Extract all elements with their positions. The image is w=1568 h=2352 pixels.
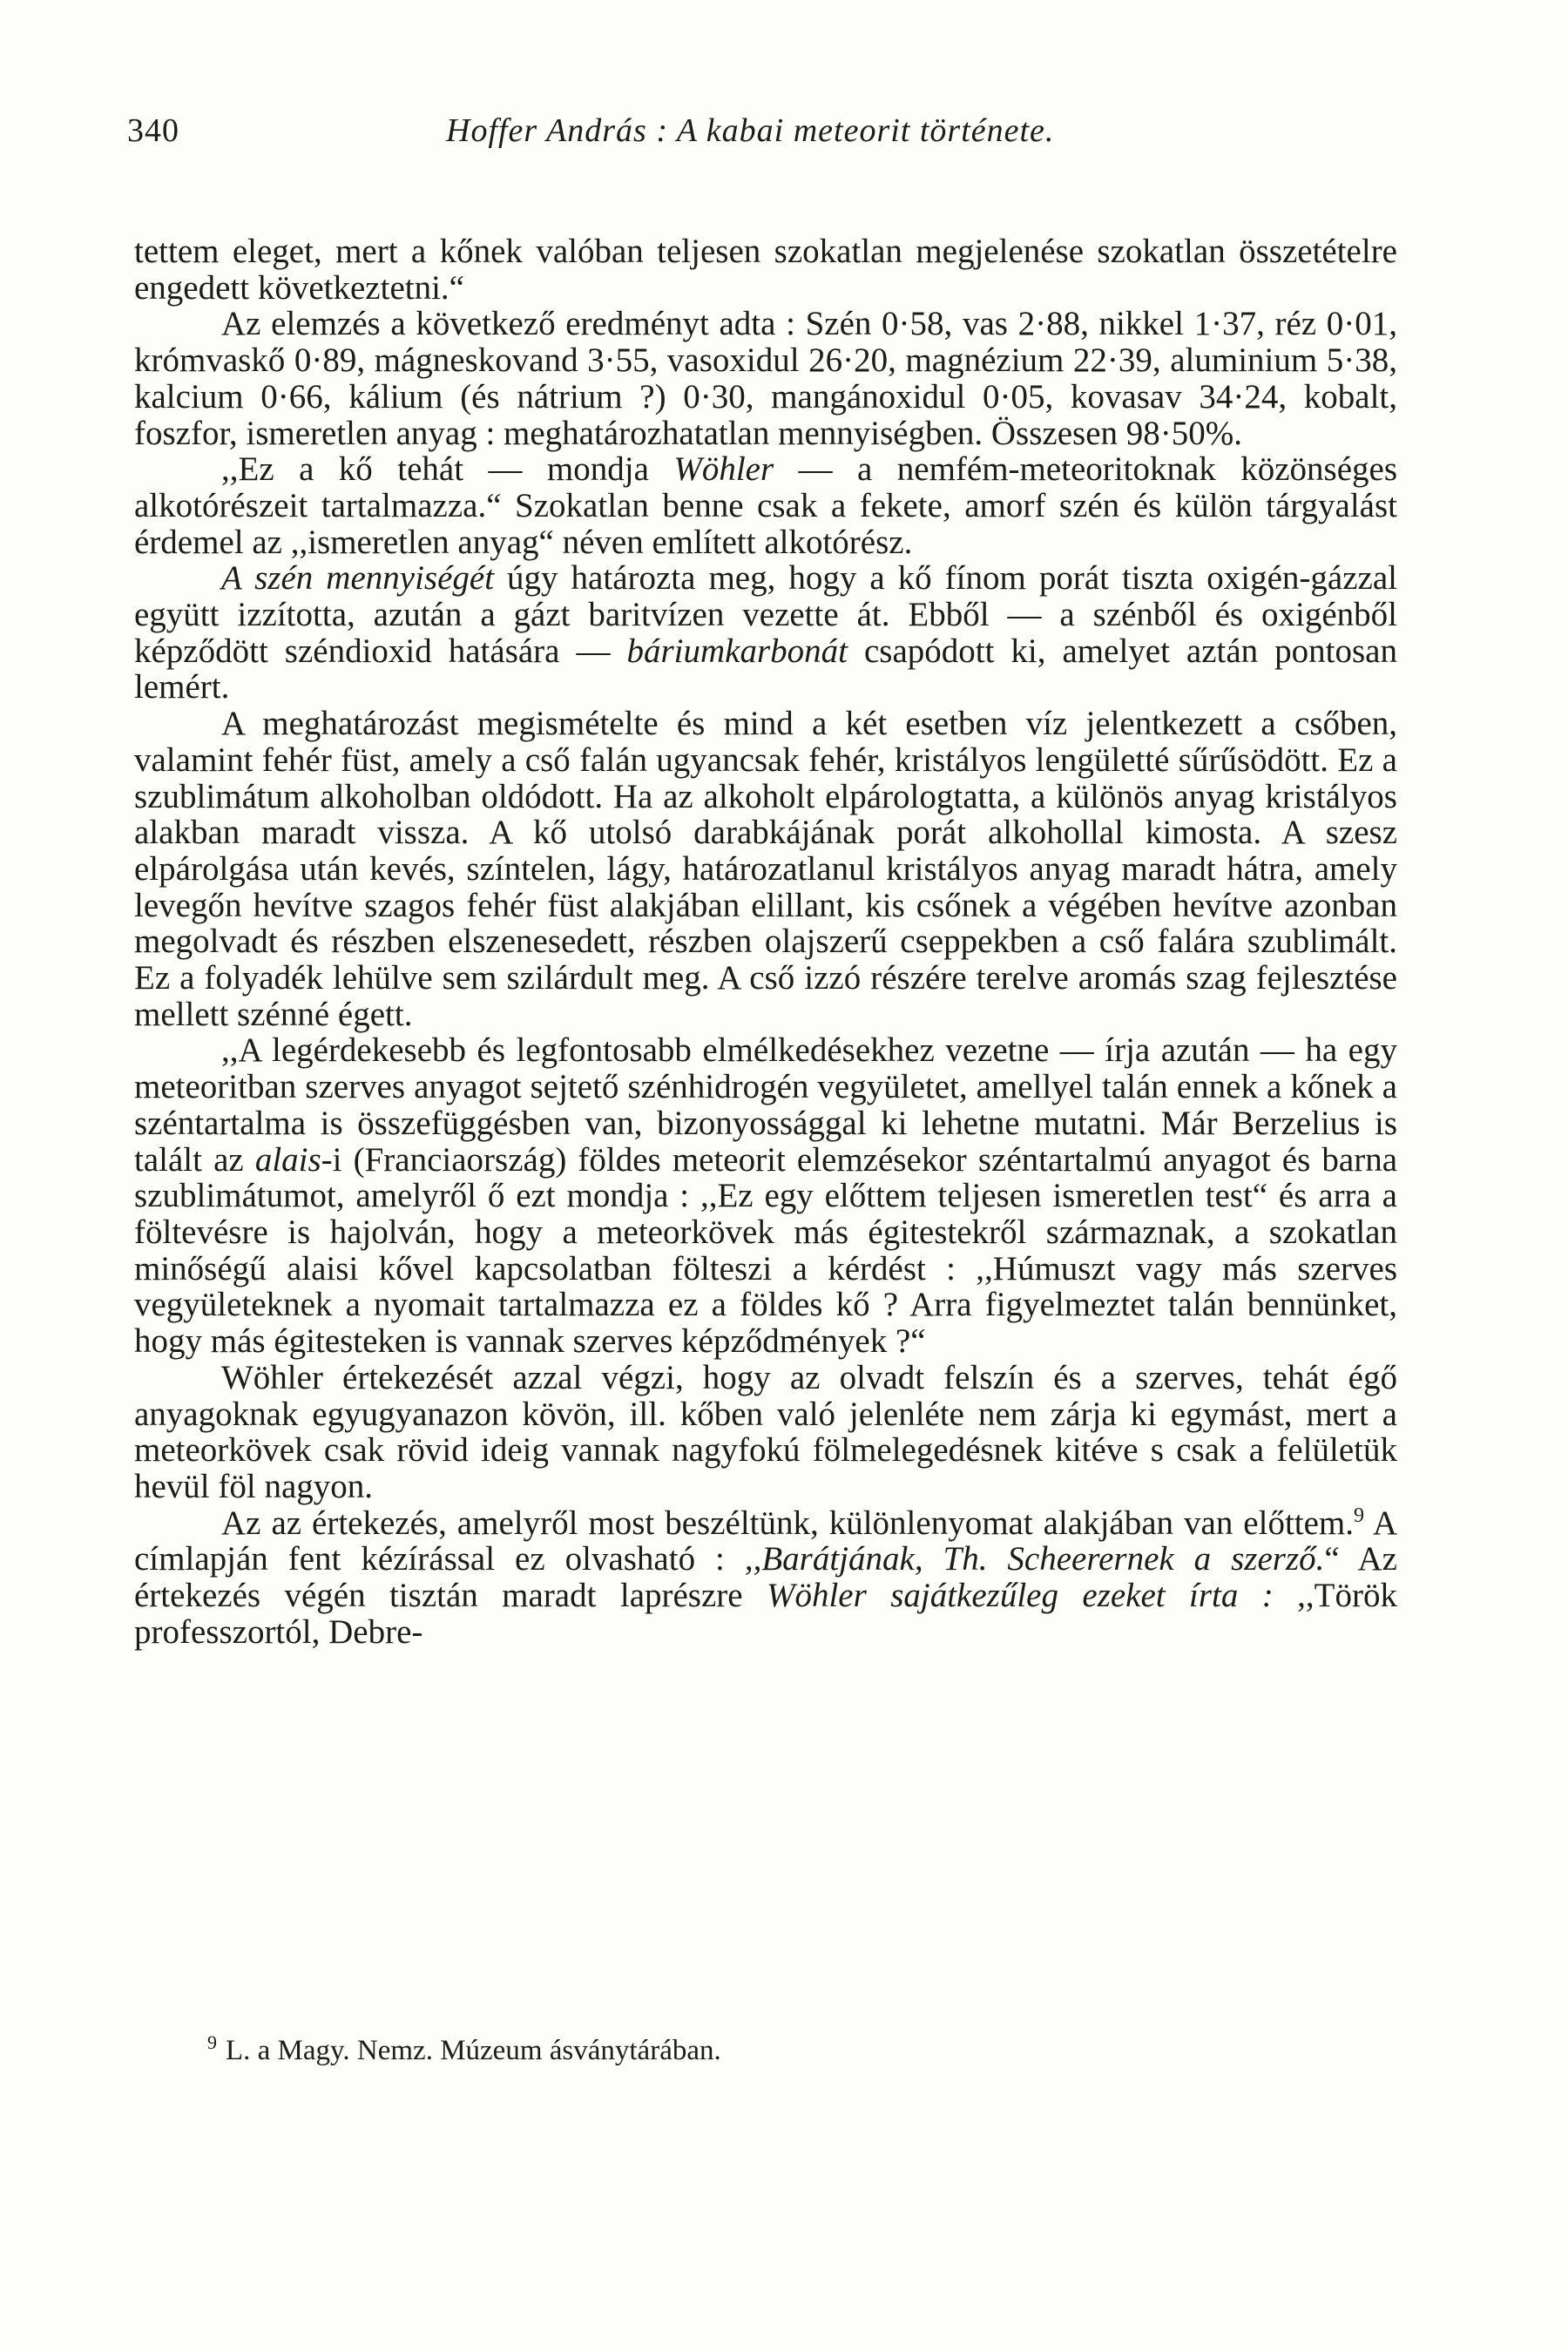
- page-number: 340: [127, 112, 179, 149]
- text-span: A meghatározást megismételte és mind a két esetben víz jelentkezett a csőben, valamint fehér füst, amely a cső falán ugyancsak fehér, kristályos lengületté sűrűsödött. Ez a szublimátum alkoholban oldódott. Ha az alkoholt elpárologtatta, a különös anyag kristályos alakban maradt vissza. A kő utolsó darabkájának porát alkohollal kimosta. A szesz elpárolgása után kevés, színtelen, lágy, határozatlanul kristályos anyag maradt hátra, amely levegőn hevítve szagos fehér füst alakjában elillant, kis csőnek a végében hevítve azonban megolvadt és részben elszenesedett, részben olajszerű cseppekben a cső falára szublimált. Ez a folyadék lehülve sem szilárdult meg. A cső izzó részére terelve aromás szag fejlesztése mellett szénné égett.: [134, 705, 1397, 1033]
- footnote: [207, 2025, 1340, 2068]
- paragraph: [134, 451, 1397, 560]
- paragraph: [134, 233, 1397, 306]
- text-span: Az elemzés a következő eredményt adta : Szén 0·58, vas 2·88, nikkel 1·37, réz 0·01, krómvaskő 0·89, mágneskovand 3·55, vasoxidul 26·20, magnézium 22·39, aluminium 5·38, kalcium 0·66, kálium (és nátrium ?) 0·30, mangánoxidul 0·05, kovasav 34·24, kobalt, foszfor, ismeretlen anyag : meghatározhatatlan mennyiségben. Összesen 98·50%.: [134, 305, 1397, 452]
- italic-place-name: alais: [254, 1140, 321, 1179]
- paragraph: [134, 306, 1397, 451]
- italic-quote: ,,Barátjának, Th. Scheerernek a szerző.: [744, 1540, 1325, 1578]
- italic-emphasis: báriumkarbonát: [626, 632, 848, 670]
- paragraph: [134, 560, 1397, 706]
- body-text: [134, 233, 1397, 1650]
- text-span: tettem eleget, mert a kőnek valóban teljesen szokatlan megjelenése szokatlan összetételre engedett következtetni.“: [134, 233, 1397, 307]
- italic-quote: Wöhler sajátkezűleg ezeket írta :: [766, 1577, 1274, 1615]
- paragraph: [134, 1505, 1397, 1651]
- text-span: csapódott ki, amelyet aztán pontosan lemért.: [134, 632, 1397, 706]
- text-span: -i (Franciaország) földes meteorit elemzésekor széntartalmú anyagot és barna szublimátumot, amelyről ő ezt mondja : ,,Ez egy előttem teljesen ismeretlen test“ és arra a föltevésre is hajolván, hogy a meteorkövek más égitestekről származnak, a szokatlan minőségű alaisi kővel kapcsolatban fölteszi a kérdést : ,,Húmuszt vagy más szerves vegyületeknek a nyomait tartalmazza ez a földes kő ? Arra figyelmeztet talán bennünket, hogy más égitesteken is vannak szerves képződmények ?“: [134, 1140, 1398, 1361]
- footnote-marker: 9: [207, 2031, 217, 2053]
- text-span: — a nemfém-meteoritoknak közönséges alkotórészeit tartalmazza.“ Szokatlan benne csak a fekete, amorf szén és külön tárgyalást érdemel az ,,ismeretlen anyag“ néven említett alkotórész.: [134, 450, 1397, 561]
- paragraph: [134, 1360, 1397, 1505]
- running-head: Hoffer András : A kabai meteorit története.: [446, 112, 1055, 149]
- page-header: [127, 112, 1399, 164]
- text-span: Wöhler értekezését azzal végzi, hogy az olvadt felszín és a szerves, tehát égő anyagoknak egyugyanazon kövön, ill. kőben való jelenléte nem zárja ki egymást, mert a meteorkövek csak rövid ideig vannak nagyfokú fölmelegedésnek kitéve s csak a felületük hevül föl nagyon.: [134, 1358, 1397, 1505]
- footnote-reference: 9: [1354, 1504, 1365, 1527]
- text-span: ,,Török professzortól, Debre-: [134, 1577, 1397, 1651]
- text-span: ,,A legérdekesebb és legfontosabb elmélkedésekhez vezetne — írja azután — ha egy meteoritban szerves anyagot sejtető szénhidrogén vegyületet, amellyel talán ennek a kőnek a széntartalma is összefüggésben van, bizonyossággal ki lehetne mutatni. Már Berzelius is talált az: [134, 1031, 1397, 1179]
- text-span: “ Az értekezés végén tisztán maradt laprészre: [134, 1540, 1397, 1615]
- text-span: Az az értekezés, amelyről most beszéltünk, különlenyomat alakjában van előttem.: [221, 1504, 1355, 1542]
- text-span: úgy határozta meg, hogy a kő fínom porát tiszta oxigén-gázzal együtt izzította, azután a gázt baritvízen vezette át. Ebből — a szénből és oxigénből képződött széndioxid hatására —: [134, 559, 1397, 670]
- italic-emphasis: A szén mennyiségét: [221, 559, 495, 598]
- italic-author-name: Wöhler: [673, 450, 774, 489]
- text-span: A címlapján fent kézírással ez olvasható :: [134, 1504, 1397, 1578]
- paragraph: [134, 1032, 1397, 1359]
- paragraph: [134, 706, 1397, 1032]
- footnote-text: L. a Magy. Nemz. Múzeum ásványtárában.: [226, 2035, 721, 2066]
- text-span: ,,Ez a kő tehát — mondja: [221, 450, 674, 489]
